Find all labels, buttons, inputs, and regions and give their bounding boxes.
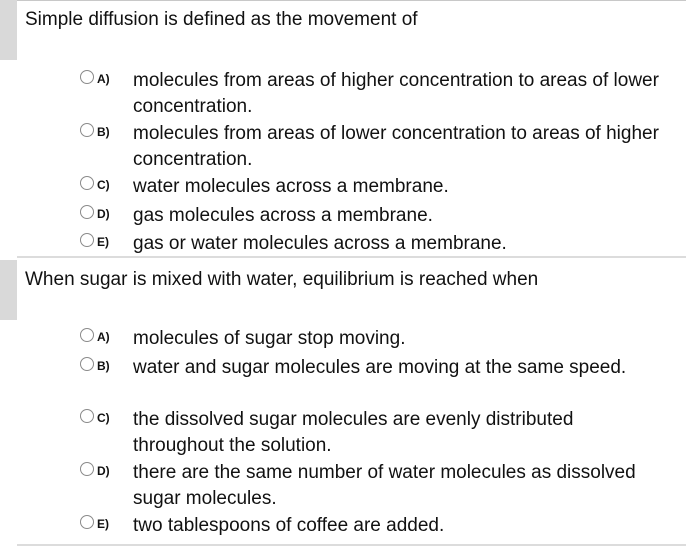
question-marker (0, 0, 17, 60)
option-letter: D) (97, 207, 110, 221)
option-text: molecules of sugar stop moving. (133, 328, 406, 349)
option-text: gas or water molecules across a membrane. (133, 233, 507, 254)
radio-button[interactable] (80, 462, 94, 476)
question-prompt: When sugar is mixed with water, equilibrium is reached when (25, 269, 539, 290)
radio-button[interactable] (80, 357, 94, 371)
divider (17, 0, 686, 1)
option-letter: E) (97, 235, 109, 249)
option-letter: A) (97, 72, 110, 86)
question-2 (0, 258, 700, 546)
option-letter: D) (97, 464, 110, 478)
option-letter: A) (97, 330, 110, 344)
option-text: two tablespoons of coffee are added. (133, 515, 445, 536)
option-letter: B) (97, 359, 110, 373)
radio-button[interactable] (80, 123, 94, 137)
option-text: molecules from areas of lower concentration to areas of higher concentration. (133, 123, 659, 170)
option-text: water and sugar molecules are moving at the same speed. (133, 357, 627, 378)
radio-button[interactable] (80, 205, 94, 219)
radio-button[interactable] (80, 233, 94, 247)
option-text: molecules from areas of higher concentration to areas of lower concentration. (133, 70, 659, 117)
divider (17, 544, 686, 546)
question-1 (0, 0, 700, 258)
option-text: water molecules across a membrane. (133, 176, 449, 197)
option-letter: B) (97, 125, 110, 139)
radio-button[interactable] (80, 515, 94, 529)
option-text: the dissolved sugar molecules are evenly distributed throughout the solution. (133, 409, 574, 456)
option-letter: C) (97, 178, 110, 192)
option-text: gas molecules across a membrane. (133, 205, 433, 226)
option-letter: E) (97, 517, 109, 531)
radio-button[interactable] (80, 409, 94, 423)
option-letter: C) (97, 411, 110, 425)
radio-button[interactable] (80, 70, 94, 84)
radio-button[interactable] (80, 328, 94, 342)
question-marker (0, 260, 17, 320)
question-prompt: Simple diffusion is defined as the movement of (25, 9, 418, 30)
option-text: there are the same number of water molecules as dissolved sugar molecules. (133, 462, 636, 509)
radio-button[interactable] (80, 176, 94, 190)
